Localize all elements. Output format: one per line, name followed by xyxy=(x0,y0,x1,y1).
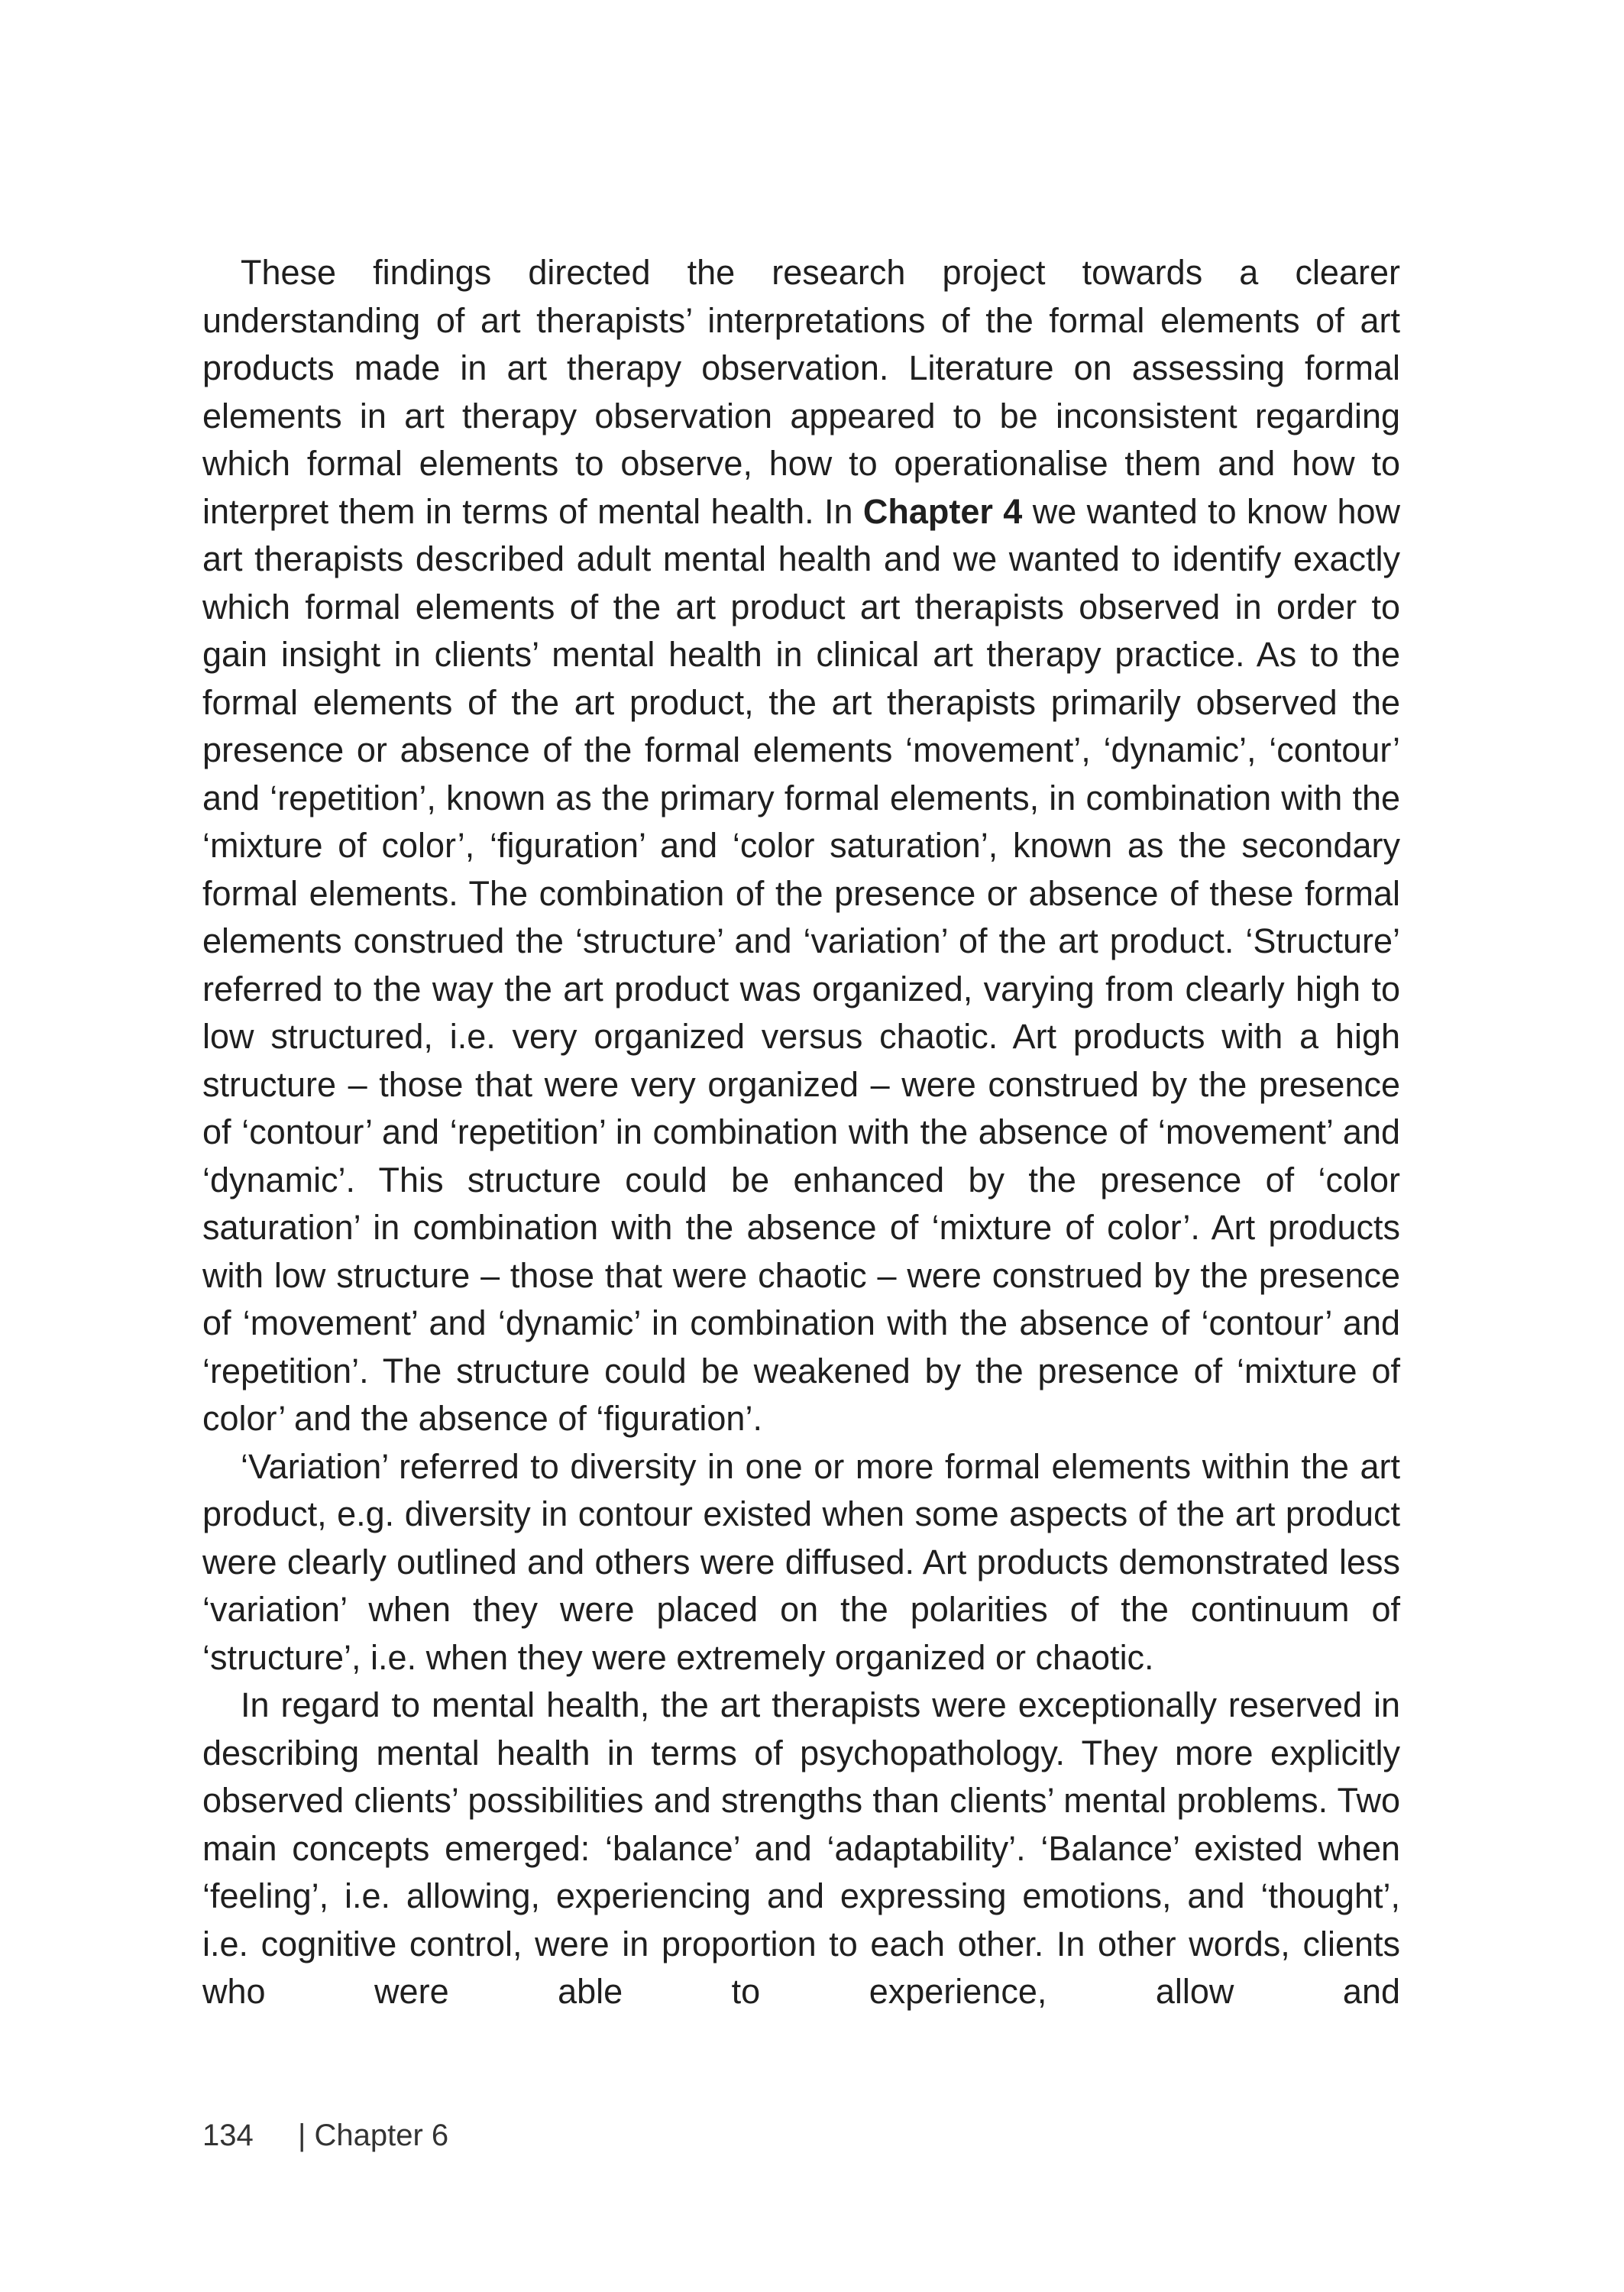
chapter-4-reference: Chapter 4 xyxy=(862,491,1023,531)
paragraph-findings-text-end: we wanted to know how art therapists described adult mental health and we wanted to identify exactly which formal elements of the art product art therapists observed in order to gain insight in clients’ mental health in clinical art therapy practice. As to the formal elements of the art product, the art therapists primarily observed the presence or absence of the formal elements ‘movement’, ‘dynamic’, ‘contour’ and ‘repetition’, known as the primary formal elements, in combination with the ‘mixture of color’, ‘figuration’ and ‘color saturation’, known as the secondary formal elements. The combination of the presence or absence of these formal elements construed the ‘structure’ and ‘variation’ of the art product. ‘Structure’ referred to the way the art product was organized, varying from clearly high to low structured, i.e. very organized versus chaotic. Art products with a high structure – those that were very organized – were construed by the presence of ‘contour’ and ‘repetition’ in combination with the absence of ‘movement’ and ‘dynamic’. This structure could be enhanced by the presence of ‘color saturation’ in combination with the absence of ‘mixture of color’. Art products with low structure – those that were chaotic – were construed by the presence of ‘movement’ and ‘dynamic’ in combination with the absence of ‘contour’ and ‘repetition’. The structure could be weakened by the presence of ‘mixture of color’ and the absence of ‘figuration’. xyxy=(202,491,1400,1438)
paragraph-findings xyxy=(202,249,1400,1443)
chapter-label: | Chapter 6 xyxy=(298,2119,449,2152)
page-number: 134 xyxy=(202,2119,254,2152)
page-footer xyxy=(202,2116,448,2154)
paragraph-variation: ‘Variation’ referred to diversity in one or more formal elements within the art product, e.g. diversity in contour existed when some aspects of the art product were clearly outlined and others were diffused. Art products demonstrated less ‘variation’ when they were placed on the polarities of the continuum of ‘structure’, i.e. when they were extremely organized or chaotic. xyxy=(202,1446,1400,1677)
paragraph-findings-text-start: These findings directed the research project towards a clearer understanding of art therapists’ interpretations of the formal elements of art products made in art therapy observation. Literature on assessing formal elements in art therapy observation appeared to be inconsistent regarding which formal elements to observe, how to operationalise them and how to interpret them in terms of mental health. In xyxy=(202,253,1400,531)
paragraph-mental-health: In regard to mental health, the art therapists were exceptionally reserved in describing mental health in terms of psychopathology. They more explicitly observed clients’ possibilities and strengths than clients’ mental problems. Two main concepts emerged: ‘balance’ and ‘adaptability’. ‘Balance’ existed when ‘feeling’, i.e. allowing, experiencing and expressing emotions, and ‘thought’, i.e. cognitive control, were in proportion to each other. In other words, clients who were able to experience, allow and xyxy=(202,1685,1400,2011)
body-text xyxy=(202,249,1400,2016)
